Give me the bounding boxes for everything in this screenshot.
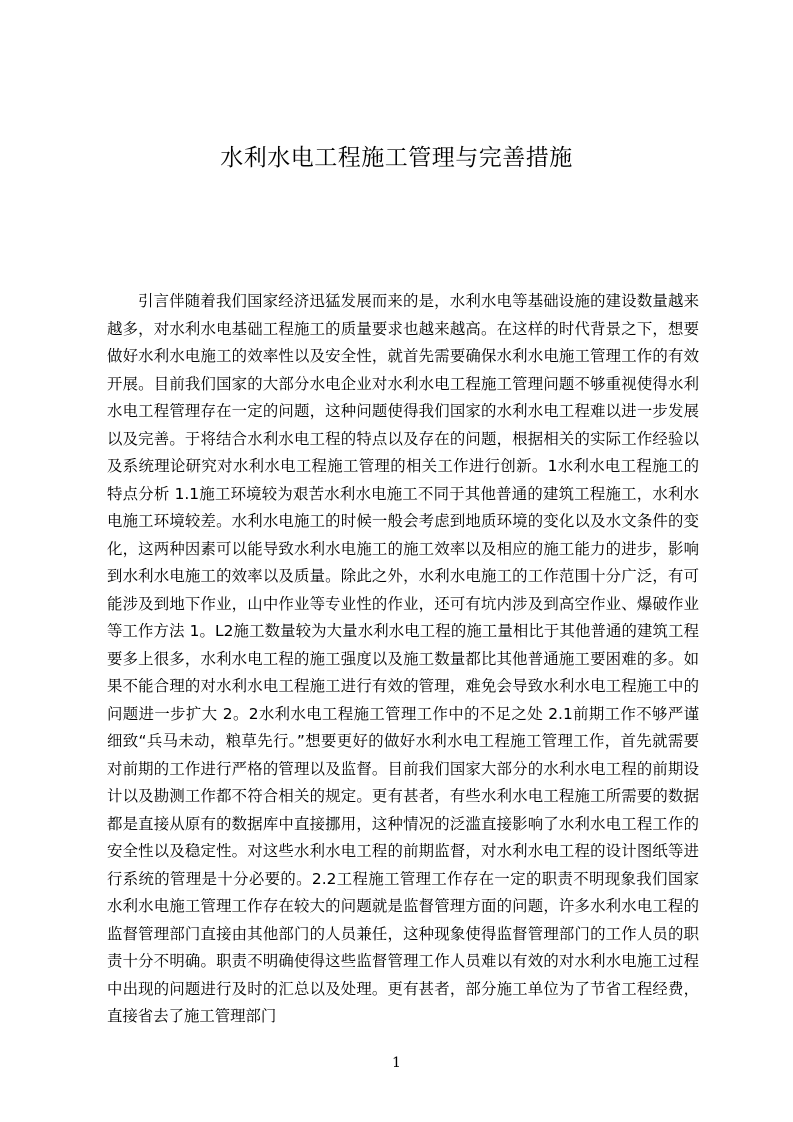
page-number: 1 bbox=[392, 1055, 401, 1071]
document-title: 水利水电工程施工管理与完善措施 bbox=[220, 145, 573, 171]
body-paragraph: 引言伴随着我们国家经济迅猛发展而来的是，水利水电等基础设施的建设数量越来越多，对水利水电基础工程施工的质量要求也越来越高。在这样的时代背景之下，想要做好水利水电施工的效率性以及安全性，就首先需要确保水利水电施工管理工作的有效开展。目前我们国家的大部分水电企业对水利水电工程施工管理问题不够重视使得水利水电工程管理存在一定的问题，这种问题使得我们国家的水利水电工程难以进一步发展以及完善。于将结合水利水电工程的特点以及存在的问题，根据相关的实际工作经验以及系统理论研究对水利水电工程施工管理的相关工作进行创新。1水利水电工程施工的特点分析 1.1施工环境较为艰苦水利水电施工不同于其他普通的建筑工程施工，水利水电施工环境较差。水利水电施工的时候一般会考虑到地质环境的变化以及水文条件的变化，这两种因素可以能导致水利水电施工的施工效率以及相应的施工能力的进步，影响到水利水电施工的效率以及质量。除此之外，水利水电施工的工作范围十分广泛，有可能涉及到地下作业，山中作业等专业性的作业，还可有坑内涉及到高空作业、爆破作业等工作方法 1。L2施工数量较为大量水利水电工程的施工量相比于其他普通的建筑工程要多上很多，水利水电工程的施工强度以及施工数量都比其他普通施工要困难的多。如果不能合理的对水利水电工程施工进行有效的管理，难免会导致水利水电工程施工中的问题进一步扩大 2。2水利水电工程施工管理工作中的不足之处 2.1前期工作不够严谨细致“兵马未动，粮草先行。”想要更好的做好水利水电工程施工管理工作，首先就需要对前期的工作进行严格的管理以及监督。目前我们国家大部分的水利水电工程的前期设计以及勘测工作都不符合相关的规定。更有甚者，有些水利水电工程施工所需要的数据都是直接从原有的数据库中直接挪用，这种情况的泛滥直接影响了水利水电工程工作的安全性以及稳定性。对这些水利水电工程的前期监督，对水利水电工程的设计图纸等进行系统的管理是十分必要的。2.2工程施工管理工作存在一定的职责不明现象我们国家水利水电施工管理工作存在较大的问题就是监督管理方面的问题，许多水利水电工程的监督管理部门直接由其他部门的人员兼任，这种现象使得监督管理部门的工作人员的职责十分不明确。职责不明确使得这些监督管理工作人员难以有效的对水利水电施工过程中出现的问题进行及时的汇总以及处理。更有甚者，部分施工单位为了节省工程经费，直接省去了施工管理部门 bbox=[107, 292, 699, 1025]
